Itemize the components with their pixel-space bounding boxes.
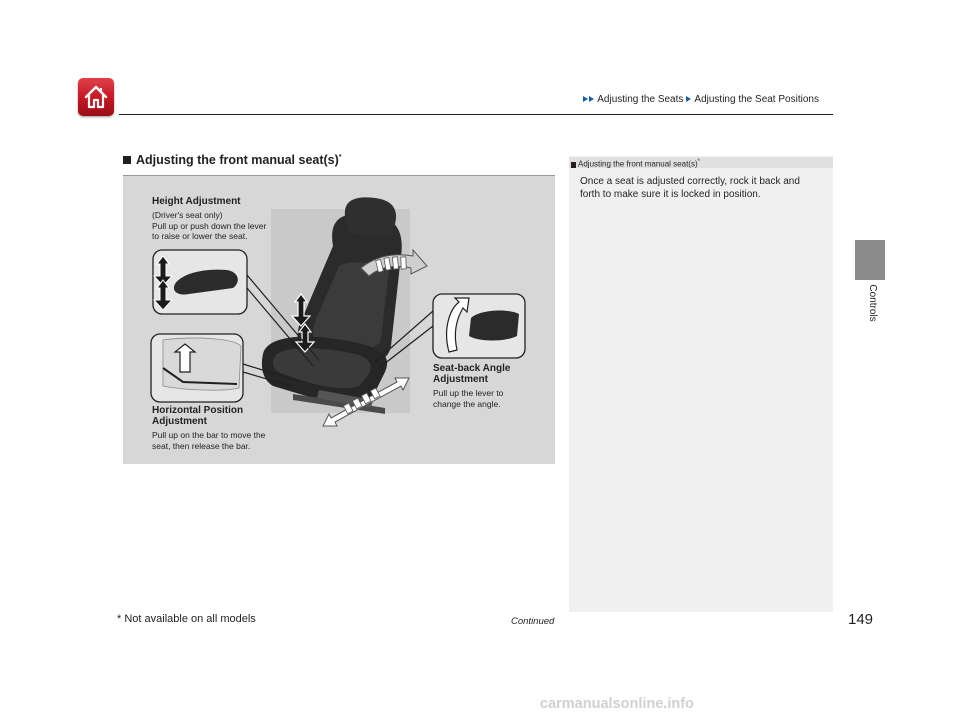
- note-title-text: Adjusting the front manual seat(s): [578, 159, 698, 169]
- note-icon: [571, 162, 576, 168]
- seatback-adjustment-title-2: Adjustment: [433, 374, 488, 385]
- height-adjustment-label: [152, 196, 332, 242]
- horizontal-adjustment-desc-2: seat, then release the bar.: [152, 440, 251, 451]
- horizontal-adjustment-title-2: Adjustment: [152, 416, 207, 427]
- square-bullet-icon: [123, 156, 131, 164]
- asterisk-mark: *: [338, 153, 342, 161]
- section-heading-text: Adjusting the front manual seat(s): [136, 153, 339, 167]
- seat-adjustment-figure: [123, 176, 555, 464]
- page-number: 149: [848, 611, 874, 628]
- height-adjustment-desc-3: to raise or lower the seat.: [152, 231, 248, 241]
- note-text: Once a seat is adjusted correctly, rock it back and forth to make sure it is locked in position.: [580, 176, 800, 200]
- seatback-adjustment-title-1: Seat-back Angle: [433, 363, 511, 374]
- seatback-adjustment-desc-2: change the angle.: [433, 398, 501, 409]
- horizontal-adjustment-title-1: Horizontal Position: [152, 405, 244, 416]
- seatback-adjustment-label: [433, 363, 553, 409]
- breadcrumb-item[interactable]: Adjusting the Seats: [597, 94, 684, 105]
- breadcrumb-arrow-icon: [589, 96, 594, 102]
- horizontal-adjustment-label: [152, 405, 312, 451]
- height-adjustment-title: Height Adjustment: [152, 196, 241, 207]
- home-icon: [83, 84, 109, 110]
- header-divider: [119, 114, 833, 115]
- section-heading: [123, 153, 342, 167]
- note-title: [571, 157, 700, 170]
- height-adjustment-desc-2: Pull up or push down the lever: [152, 220, 267, 231]
- chapter-tab-label: Controls: [867, 284, 878, 322]
- footnote: * Not available on all models: [117, 613, 256, 625]
- note-sidebar: [569, 156, 833, 612]
- breadcrumb-arrow-icon: [583, 96, 588, 102]
- breadcrumb: [583, 94, 819, 105]
- breadcrumb-arrow-icon: [686, 96, 691, 102]
- home-button[interactable]: [78, 78, 114, 116]
- height-adjustment-desc-1: (Driver's seat only): [152, 210, 223, 220]
- horizontal-adjustment-desc-1: Pull up on the bar to move the: [152, 430, 266, 440]
- breadcrumb-item[interactable]: Adjusting the Seat Positions: [694, 94, 819, 105]
- continued-label: Continued: [511, 616, 555, 627]
- seatback-adjustment-desc-1: Pull up the lever to: [433, 388, 504, 398]
- watermark: carmanualsonline.info: [540, 696, 694, 712]
- asterisk-mark: *: [697, 159, 700, 165]
